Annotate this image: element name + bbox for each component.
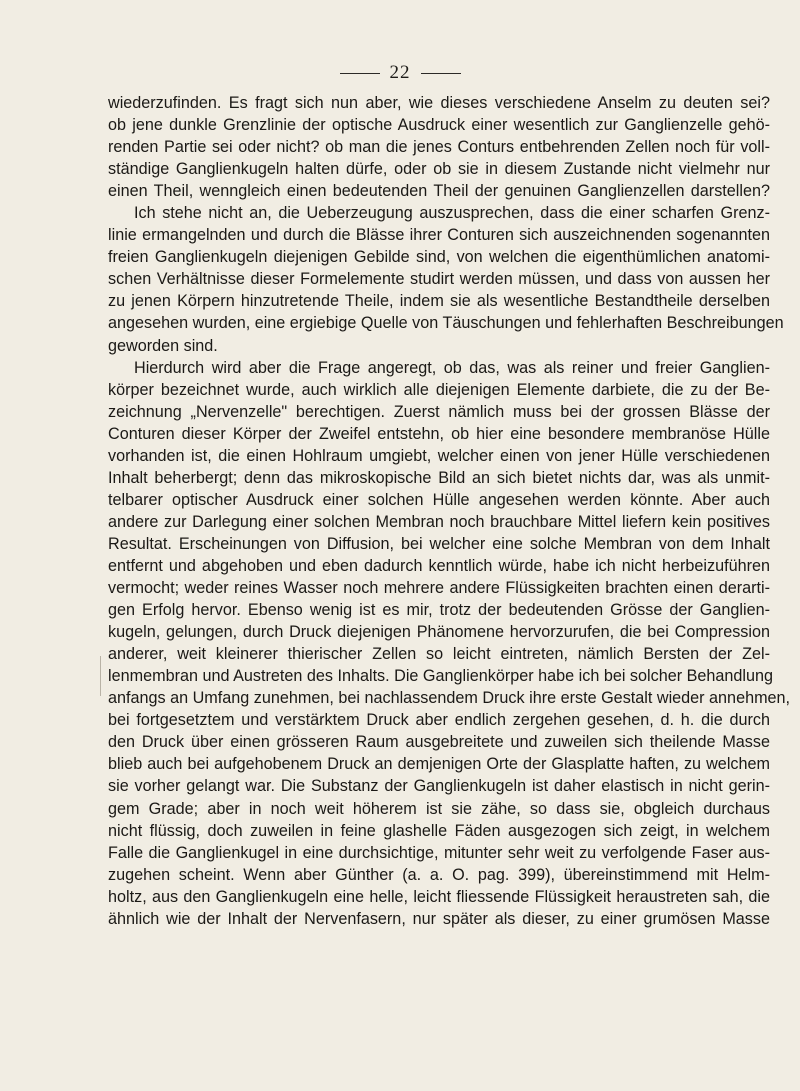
text-line: linie ermangelnden und durch die Blässe ihrer Conturen sich auszeichnenden sogenannten [108, 226, 770, 245]
text-line: ständige Ganglienkugeln halten dürfe, oder ob sie in diesem Zustande nicht vielmehr nur [108, 160, 770, 179]
text-line: blieb auch bei aufgehobenem Druck an demjenigen Orte der Glasplatte haften, zu welchem [108, 755, 770, 774]
text-line: vorhanden ist, die einen Hohlraum umgiebt, welcher einen von jener Hülle verschiedenen [108, 446, 770, 465]
text-line: kugeln, gelungen, durch Druck diejenigen Phänomene hervorzurufen, die bei Compression [108, 623, 770, 642]
text-line: körper bezeichnet wurde, auch wirklich alle diejenigen Elemente darbiete, die zu der Be- [108, 380, 770, 399]
text-line: entfernt und abgehoben und eben dadurch kenntlich würde, habe ich nicht herbeizuführen [108, 556, 770, 575]
text-line: sie vorher gelangt war. Die Substanz der Ganglienkugeln ist daher elastisch in nicht gerin- [108, 777, 770, 796]
text-line: gen Erfolg hervor. Ebenso wenig ist es mir, trotz der bedeutenden Grösse der Ganglien- [108, 601, 770, 620]
text-line: einen Theil, wenngleich einen bedeutenden Theil der genuinen Ganglienzellen darstellen? [108, 182, 770, 201]
text-line: telbarer optischer Ausdruck einer solchen Hülle angesehen werden könnte. Aber auch [108, 490, 770, 509]
margin-mark [100, 656, 101, 696]
text-line: gem Grade; aber in noch weit höherem ist sie zähe, so dass sie, obgleich durchaus [108, 799, 770, 818]
header-dash-right [421, 73, 461, 74]
text-line: zu jenen Körpern hinzutretende Theile, indem sie als wesentliche Bestandtheile derselben [108, 292, 770, 311]
text-line: zeichnung „Nervenzelle" berechtigen. Zuerst nämlich muss bei der grossen Blässe der [108, 402, 770, 421]
text-line: Conturen dieser Körper der Zweifel entstehn, ob hier eine besondere membranöse Hülle [108, 424, 770, 443]
page-number: 22 [389, 62, 411, 83]
text-line: schen Verhältnisse dieser Formelemente studirt werden müssen, und dass von aussen her [108, 270, 770, 289]
text-line: Falle die Ganglienkugel in eine durchsichtige, mitunter sehr weit zu verfolgende Faser aus- [108, 843, 770, 862]
text-line: ähnlich wie der Inhalt der Nervenfasern, nur später als dieser, zu einer grumösen Masse [108, 909, 770, 928]
text-line: holtz, aus den Ganglienkugeln eine helle, leicht fliessende Flüssigkeit heraustreten sah, die [108, 887, 770, 906]
paragraph-3 [108, 357, 791, 930]
text-line: ob jene dunkle Grenzlinie der optische Ausdruck einer wesentlich zur Ganglienzelle gehö- [108, 116, 770, 135]
text-line: bei fortgesetztem und verstärktem Druck aber endlich zergehen gesehen, d. h. die durch [108, 711, 770, 730]
text-line: Resultat. Erscheinungen von Diffusion, bei welcher eine solche Membran von dem Inhalt [108, 534, 770, 553]
text-line: Ich stehe nicht an, die Ueberzeugung auszusprechen, dass die einer scharfen Grenz- [134, 204, 770, 223]
text-line: angesehen wurden, eine ergiebige Quelle von Täuschungen und fehlerhaften Beschreibungen [108, 314, 784, 333]
header-dash-left [340, 73, 380, 74]
text-line: Hierdurch wird aber die Frage angeregt, ob das, was als reiner und freier Ganglien- [134, 358, 770, 377]
text-line: den Druck über einen grösseren Raum ausgebreitete und zuweilen sich theilende Masse [108, 733, 770, 752]
text-line: wiederzufinden. Es fragt sich nun aber, wie dieses verschiedene Anselm zu deuten sei? [108, 94, 770, 112]
page-header [0, 62, 800, 84]
paragraph-1 [108, 92, 770, 202]
paragraph-2 [108, 202, 784, 356]
text-line: vermocht; weder reines Wasser noch mehrere andere Flüssigkeiten brachten einen derarti- [108, 579, 770, 598]
body-text [108, 92, 791, 930]
text-line: renden Partie sei oder nicht? ob man die jenes Conturs entbehrenden Zellen noch für voll- [108, 138, 770, 157]
text-line: andere zur Darlegung einer solchen Membran noch brauchbare Mittel liefern kein positives [108, 512, 770, 531]
text-line: anderer, weit kleinerer thierischer Zellen so leicht eintreten, nämlich Bersten der Zel- [108, 645, 770, 664]
text-line: lenmembran und Austreten des Inhalts. Die Ganglienkörper habe ich bei solcher Behandlung [108, 667, 774, 686]
text-line: zugehen scheint. Wenn aber Günther (a. a. O. pag. 399), übereinstimmend mit Helm- [108, 865, 770, 884]
text-line: nicht flüssig, doch zuweilen in feine glashelle Fäden ausgezogen sich zeigt, in welchem [108, 821, 770, 840]
text-line: Inhalt beherbergt; denn das mikroskopische Bild an sich bietet nichts dar, was als unmit- [108, 468, 770, 487]
text-line: anfangs an Umfang zunehmen, bei nachlassendem Druck ihre erste Gestalt wieder annehmen, [108, 689, 791, 708]
text-line: freien Ganglienkugeln diejenigen Gebilde sind, von welchen die eigenthümlichen anatomi- [108, 248, 770, 267]
text-line: geworden sind. [108, 336, 218, 355]
